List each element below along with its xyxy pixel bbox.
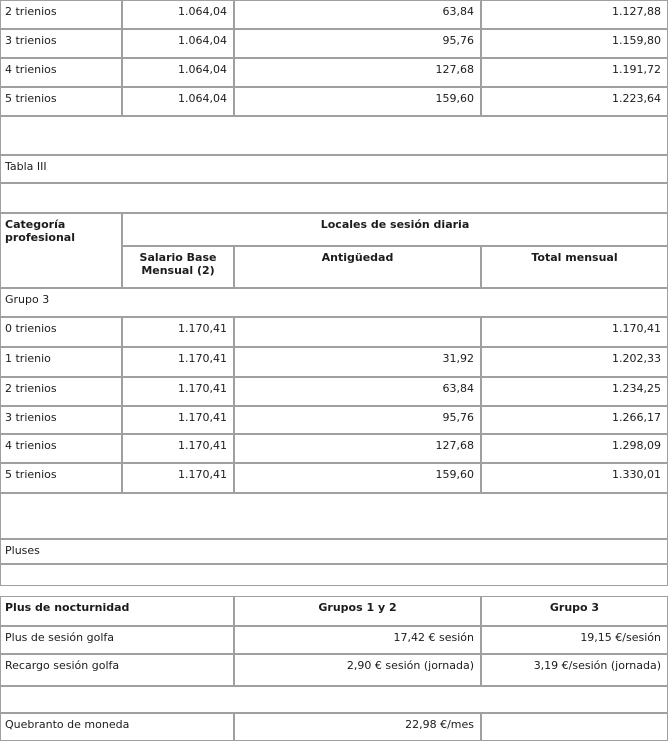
cell-trienios-label: 0 trienios (0, 317, 122, 347)
cell-antiguedad: 159,60 (234, 463, 481, 493)
header-grupos-1-y-2: Grupos 1 y 2 (234, 596, 481, 626)
table-row-recargo-sesion-golfa (0, 654, 668, 686)
table-row-1-trienio (0, 347, 668, 377)
cell-salario-base: 1.064,04 (122, 0, 234, 29)
pluses-table (0, 596, 668, 741)
table-row-2-trienios-g2 (0, 0, 668, 29)
empty-cell (0, 493, 668, 539)
pluses-caption-row (0, 539, 668, 564)
cell-grupos-1-2-value: 2,90 € sesión (jornada) (234, 654, 481, 686)
empty-cell (0, 183, 668, 213)
cell-plus-label: Plus de sesión golfa (0, 626, 234, 654)
pluses-caption: Pluses (0, 539, 668, 564)
cell-antiguedad: 63,84 (234, 0, 481, 29)
pluses-header-row (0, 596, 668, 626)
cell-total-mensual: 1.223,64 (481, 87, 668, 116)
cell-quebranto-grupo-3 (481, 713, 668, 741)
cell-total-mensual: 1.298,09 (481, 434, 668, 463)
spacer-row (0, 686, 668, 713)
table-row-5-trienios (0, 463, 668, 493)
spacer-row (0, 116, 668, 155)
cell-antiguedad (234, 317, 481, 347)
cell-quebranto-label: Quebranto de moneda (0, 713, 234, 741)
header-grupo-3: Grupo 3 (481, 596, 668, 626)
cell-antiguedad: 127,68 (234, 434, 481, 463)
table-row-5-trienios-g2 (0, 87, 668, 116)
table-caption-row (0, 155, 668, 183)
cell-total-mensual: 1.170,41 (481, 317, 668, 347)
cell-quebranto-value: 22,98 €/mes (234, 713, 481, 741)
cell-trienios-label: 5 trienios (0, 87, 122, 116)
empty-cell (0, 564, 668, 586)
cell-total-mensual: 1.202,33 (481, 347, 668, 377)
cell-antiguedad: 31,92 (234, 347, 481, 377)
cell-salario-base: 1.170,41 (122, 347, 234, 377)
cell-antiguedad: 127,68 (234, 58, 481, 87)
cell-trienios-label: 2 trienios (0, 377, 122, 406)
table-row-2-trienios (0, 377, 668, 406)
cell-salario-base: 1.170,41 (122, 406, 234, 434)
header-locales-sesion-diaria: Locales de sesión diaria (122, 213, 668, 246)
spacer-row (0, 493, 668, 539)
cell-trienios-label: 4 trienios (0, 58, 122, 87)
header-salario-base-mensual: Salario Base Mensual (2) (122, 246, 234, 288)
table-row-4-trienios-g2 (0, 58, 668, 87)
cell-salario-base: 1.064,04 (122, 29, 234, 58)
table-row-4-trienios (0, 434, 668, 463)
table-row-3-trienios-g2 (0, 29, 668, 58)
tabla-iii-caption: Tabla III (0, 155, 668, 183)
header-categoria-profesional: Categoría profesional (0, 213, 122, 288)
cell-antiguedad: 159,60 (234, 87, 481, 116)
cell-total-mensual: 1.266,17 (481, 406, 668, 434)
cell-salario-base: 1.170,41 (122, 377, 234, 406)
cell-salario-base: 1.064,04 (122, 58, 234, 87)
empty-cell (0, 116, 668, 155)
grupo-3-label: Grupo 3 (0, 288, 668, 317)
cell-antiguedad: 63,84 (234, 377, 481, 406)
empty-cell (0, 686, 668, 713)
cell-antiguedad: 95,76 (234, 406, 481, 434)
cell-total-mensual: 1.191,72 (481, 58, 668, 87)
header-row-top (0, 213, 668, 246)
cell-total-mensual: 1.127,88 (481, 0, 668, 29)
table-row-quebranto-de-moneda (0, 713, 668, 741)
cell-grupos-1-2-value: 17,42 € sesión (234, 626, 481, 654)
cell-trienios-label: 5 trienios (0, 463, 122, 493)
cell-salario-base: 1.064,04 (122, 87, 234, 116)
cell-total-mensual: 1.159,80 (481, 29, 668, 58)
cell-trienios-label: 3 trienios (0, 406, 122, 434)
cell-total-mensual: 1.330,01 (481, 463, 668, 493)
group-row-grupo-3 (0, 288, 668, 317)
header-antiguedad: Antigüedad (234, 246, 481, 288)
header-total-mensual: Total mensual (481, 246, 668, 288)
cell-salario-base: 1.170,41 (122, 317, 234, 347)
table-row-plus-sesion-golfa (0, 626, 668, 654)
cell-antiguedad: 95,76 (234, 29, 481, 58)
table-row-3-trienios (0, 406, 668, 434)
cell-plus-label: Recargo sesión golfa (0, 654, 234, 686)
cell-trienios-label: 2 trienios (0, 0, 122, 29)
spacer-row (0, 183, 668, 213)
cell-grupo-3-value: 19,15 €/sesión (481, 626, 668, 654)
spacer-row (0, 564, 668, 586)
cell-salario-base: 1.170,41 (122, 434, 234, 463)
cell-trienios-label: 1 trienio (0, 347, 122, 377)
cell-trienios-label: 4 trienios (0, 434, 122, 463)
table-row-0-trienios (0, 317, 668, 347)
table-gap (0, 586, 670, 596)
cell-trienios-label: 3 trienios (0, 29, 122, 58)
cell-total-mensual: 1.234,25 (481, 377, 668, 406)
cell-salario-base: 1.170,41 (122, 463, 234, 493)
cell-grupo-3-value: 3,19 €/sesión (jornada) (481, 654, 668, 686)
header-plus-de-nocturnidad: Plus de nocturnidad (0, 596, 234, 626)
